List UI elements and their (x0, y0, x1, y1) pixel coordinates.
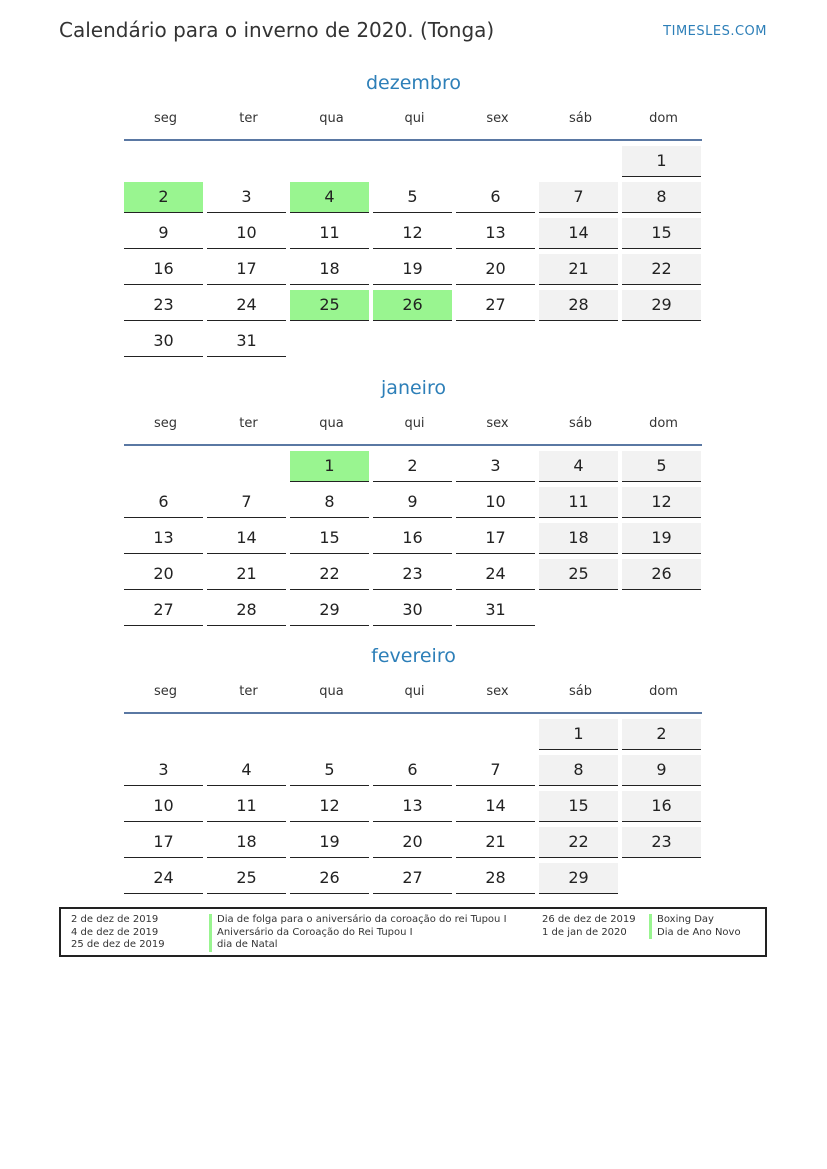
empty-cell (290, 719, 369, 750)
week-row (124, 595, 703, 631)
week-row (124, 863, 703, 899)
empty-cell (207, 146, 286, 177)
weekend-day-cell[interactable]: 12 (622, 487, 701, 518)
empty-cell (290, 326, 369, 357)
day-cell[interactable]: 4 (207, 755, 286, 786)
day-cell[interactable]: 22 (290, 559, 369, 590)
day-cell[interactable]: 13 (373, 791, 452, 822)
weekend-day-cell[interactable]: 16 (622, 791, 701, 822)
day-cell[interactable]: 6 (373, 755, 452, 786)
day-cell[interactable]: 15 (290, 523, 369, 554)
day-cell[interactable]: 30 (124, 326, 203, 357)
legend-date: 4 de dez de 2019 (71, 926, 159, 938)
weekday-label: dom (649, 416, 678, 431)
empty-cell (539, 146, 618, 177)
day-cell[interactable]: 14 (456, 791, 535, 822)
day-cell[interactable]: 2 (373, 451, 452, 482)
day-cell[interactable]: 21 (456, 827, 535, 858)
page-title: Calendário para o inverno de 2020. (Tonga) (59, 18, 495, 42)
week-row (124, 559, 703, 595)
weekday-header (124, 414, 703, 434)
empty-cell (456, 719, 535, 750)
day-cell[interactable]: 24 (124, 863, 203, 894)
day-cell[interactable]: 27 (456, 290, 535, 321)
weekend-day-cell[interactable]: 23 (622, 827, 701, 858)
weeks-grid (124, 446, 703, 631)
day-cell[interactable]: 28 (207, 595, 286, 626)
day-cell[interactable]: 16 (373, 523, 452, 554)
day-cell[interactable]: 6 (456, 182, 535, 213)
weekend-day-cell[interactable]: 5 (622, 451, 701, 482)
weekday-label: ter (239, 684, 258, 699)
weekend-day-cell[interactable]: 21 (539, 254, 618, 285)
weekend-day-cell[interactable]: 28 (539, 290, 618, 321)
day-cell[interactable]: 14 (207, 523, 286, 554)
day-cell[interactable]: 20 (456, 254, 535, 285)
weekday-label: seg (153, 111, 178, 126)
legend-holiday-name: Dia de folga para o aniversário da coroação do rei Tupou I (209, 914, 507, 927)
month-title: janeiro (381, 377, 446, 399)
day-cell[interactable]: 10 (456, 487, 535, 518)
week-row (124, 487, 703, 523)
day-cell[interactable]: 19 (290, 827, 369, 858)
day-cell[interactable]: 7 (207, 487, 286, 518)
weekend-day-cell[interactable]: 8 (539, 755, 618, 786)
day-cell[interactable]: 10 (124, 791, 203, 822)
day-cell[interactable]: 17 (207, 254, 286, 285)
holiday-day-cell[interactable]: 1 (290, 451, 369, 482)
day-cell[interactable]: 17 (124, 827, 203, 858)
weekday-header (124, 682, 703, 702)
weekend-day-cell[interactable]: 14 (539, 218, 618, 249)
week-row (124, 146, 703, 182)
weekday-label: qua (319, 684, 344, 699)
day-cell[interactable]: 27 (373, 863, 452, 894)
holiday-day-cell[interactable]: 4 (290, 182, 369, 213)
weekend-day-cell[interactable]: 29 (539, 863, 618, 894)
day-cell[interactable]: 8 (290, 487, 369, 518)
month-block (124, 375, 703, 631)
week-row (124, 218, 703, 254)
legend-holiday-name: Boxing Day (649, 914, 741, 927)
day-cell[interactable]: 12 (290, 791, 369, 822)
day-cell[interactable]: 28 (456, 863, 535, 894)
weekend-day-cell[interactable]: 2 (622, 719, 701, 750)
weekday-label: seg (153, 416, 178, 431)
weekend-day-cell[interactable]: 4 (539, 451, 618, 482)
weekday-label: dom (649, 684, 678, 699)
weekday-label: sáb (569, 416, 592, 431)
week-row (124, 326, 703, 362)
week-row (124, 254, 703, 290)
day-cell[interactable]: 9 (373, 487, 452, 518)
week-row (124, 791, 703, 827)
legend-date: 2 de dez de 2019 (71, 914, 159, 925)
week-row (124, 182, 703, 218)
month-block (124, 70, 703, 362)
day-cell[interactable]: 18 (207, 827, 286, 858)
day-cell[interactable]: 3 (207, 182, 286, 213)
weeks-grid (124, 714, 703, 899)
legend-names-right (649, 914, 741, 939)
weekend-day-cell[interactable]: 8 (622, 182, 701, 213)
day-cell[interactable]: 11 (290, 218, 369, 249)
day-cell[interactable]: 5 (290, 755, 369, 786)
day-cell[interactable]: 23 (124, 290, 203, 321)
weekend-day-cell[interactable]: 22 (622, 254, 701, 285)
day-cell[interactable]: 27 (124, 595, 203, 626)
legend-date: 1 de jan de 2020 (542, 926, 627, 938)
weekday-header (124, 109, 703, 129)
day-cell[interactable]: 17 (456, 523, 535, 554)
legend-dates-right (542, 914, 636, 939)
weekday-label: qui (404, 111, 425, 126)
month-title: fevereiro (371, 645, 456, 667)
empty-cell (622, 863, 701, 894)
day-cell[interactable]: 18 (290, 254, 369, 285)
holiday-day-cell[interactable]: 25 (290, 290, 369, 321)
day-cell[interactable]: 25 (207, 863, 286, 894)
month-block (124, 643, 703, 899)
legend-date: 26 de dez de 2019 (542, 914, 636, 925)
empty-cell (456, 146, 535, 177)
holiday-day-cell[interactable]: 26 (373, 290, 452, 321)
day-cell[interactable]: 24 (456, 559, 535, 590)
week-row (124, 290, 703, 326)
weekend-day-cell[interactable]: 29 (622, 290, 701, 321)
legend-dates-left (71, 914, 165, 952)
weekday-label: qui (404, 684, 425, 699)
weekday-label: dom (649, 111, 678, 126)
legend-date: 25 de dez de 2019 (71, 939, 165, 950)
day-cell[interactable]: 19 (373, 254, 452, 285)
weekday-label: qui (404, 416, 425, 431)
day-cell[interactable]: 20 (124, 559, 203, 590)
day-cell[interactable]: 12 (373, 218, 452, 249)
week-row (124, 523, 703, 559)
weekday-label: seg (153, 684, 178, 699)
week-row (124, 451, 703, 487)
weekend-day-cell[interactable]: 1 (622, 146, 701, 177)
day-cell[interactable]: 13 (124, 523, 203, 554)
day-cell[interactable]: 24 (207, 290, 286, 321)
weeks-grid (124, 141, 703, 362)
weekday-label: sex (486, 111, 509, 126)
weekday-label: sex (486, 416, 509, 431)
week-row (124, 755, 703, 791)
empty-cell (622, 326, 701, 357)
day-cell[interactable]: 9 (124, 218, 203, 249)
empty-cell (207, 719, 286, 750)
weekend-day-cell[interactable]: 15 (539, 791, 618, 822)
day-cell[interactable]: 3 (124, 755, 203, 786)
day-cell[interactable]: 13 (456, 218, 535, 249)
weekday-label: ter (239, 111, 258, 126)
weekday-label: ter (239, 416, 258, 431)
holiday-day-cell[interactable]: 2 (124, 182, 203, 213)
day-cell[interactable]: 6 (124, 487, 203, 518)
weekday-label: qua (319, 111, 344, 126)
weekend-day-cell[interactable]: 9 (622, 755, 701, 786)
empty-cell (622, 595, 701, 626)
empty-cell (124, 451, 203, 482)
weekend-day-cell[interactable]: 15 (622, 218, 701, 249)
day-cell[interactable]: 23 (373, 559, 452, 590)
legend-names-left (209, 914, 507, 952)
brand-logo[interactable]: TIMESLES.COM (663, 24, 767, 39)
day-cell[interactable]: 3 (456, 451, 535, 482)
day-cell[interactable]: 7 (456, 755, 535, 786)
day-cell[interactable]: 30 (373, 595, 452, 626)
weekend-day-cell[interactable]: 18 (539, 523, 618, 554)
empty-cell (124, 146, 203, 177)
day-cell[interactable]: 29 (290, 595, 369, 626)
day-cell[interactable]: 31 (456, 595, 535, 626)
empty-cell (207, 451, 286, 482)
day-cell[interactable]: 31 (207, 326, 286, 357)
day-cell[interactable]: 16 (124, 254, 203, 285)
empty-cell (373, 719, 452, 750)
day-cell[interactable]: 26 (290, 863, 369, 894)
legend-holiday-name: Aniversário da Coroação do Rei Tupou I (209, 927, 507, 940)
week-row (124, 719, 703, 755)
weekend-day-cell[interactable]: 7 (539, 182, 618, 213)
week-row (124, 827, 703, 863)
holiday-legend (59, 907, 767, 957)
empty-cell (373, 326, 452, 357)
day-cell[interactable]: 21 (207, 559, 286, 590)
weekday-label: sex (486, 684, 509, 699)
empty-cell (373, 146, 452, 177)
weekend-day-cell[interactable]: 19 (622, 523, 701, 554)
weekend-day-cell[interactable]: 26 (622, 559, 701, 590)
weekend-day-cell[interactable]: 22 (539, 827, 618, 858)
empty-cell (456, 326, 535, 357)
weekday-label: sáb (569, 111, 592, 126)
legend-holiday-name: dia de Natal (209, 939, 507, 952)
legend-holiday-name: Dia de Ano Novo (649, 927, 741, 940)
empty-cell (539, 595, 618, 626)
day-cell[interactable]: 5 (373, 182, 452, 213)
month-title: dezembro (366, 72, 461, 94)
day-cell[interactable]: 10 (207, 218, 286, 249)
weekend-day-cell[interactable]: 25 (539, 559, 618, 590)
day-cell[interactable]: 11 (207, 791, 286, 822)
weekend-day-cell[interactable]: 1 (539, 719, 618, 750)
weekend-day-cell[interactable]: 11 (539, 487, 618, 518)
weekday-label: sáb (569, 684, 592, 699)
day-cell[interactable]: 20 (373, 827, 452, 858)
empty-cell (539, 326, 618, 357)
empty-cell (124, 719, 203, 750)
empty-cell (290, 146, 369, 177)
weekday-label: qua (319, 416, 344, 431)
